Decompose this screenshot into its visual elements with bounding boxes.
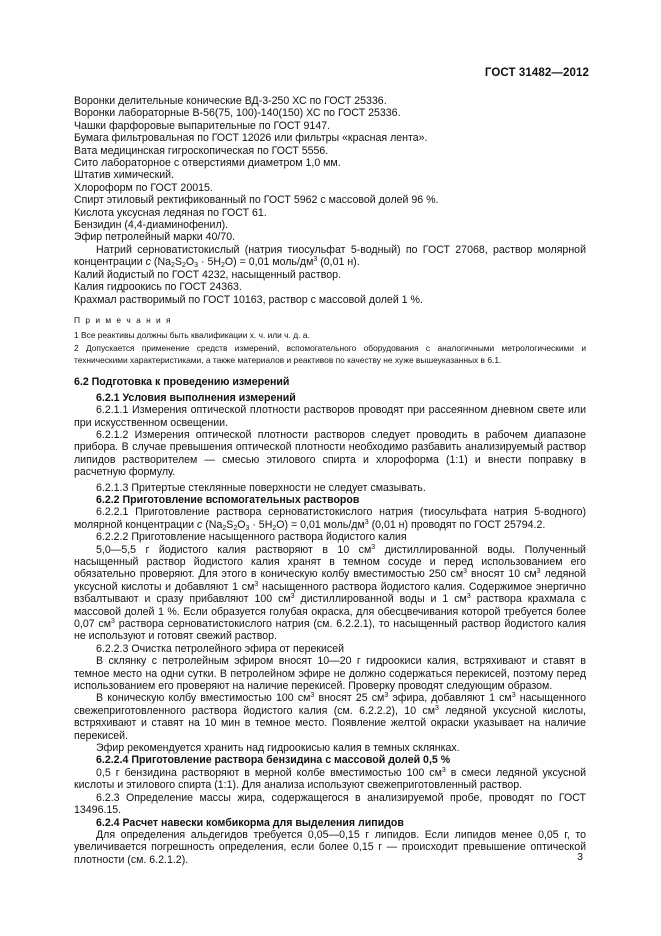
paragraph: 5,0—5,5 г йодистого калия растворяют в 10 $см^3$ дистиллированной воды. Полученный насыщенный раствор йодистого калия хранят в темном сосуде и перед использованием его обязательно проверяют. Для этого в коническую колбу вместимостью 250 $см^3$ вносят 10 $см^3$ ледяной уксусной кислоты и добавляют 1 $см^3$ насыщенного раствора йодистого калия. Содержимое энергично взбалтывают и сразу прибавляют 100 $см^3$ дистиллированной воды и 1 $см^3$ раствора крахмала с массовой долей 1 %. Если образуется голубая окраска, для обесцвечивания которой требуется более 0,07 $см^3$ раствора серноватистокислого натрия (см. 6.2.2.1), то насыщенный раствор йодистого калия не используют и готовят свежий раствор. <box>74 543 586 643</box>
thiosulfate-item: Натрий серноватистокислый (натрия тиосульфат 5-водный) по ГОСТ 27068, раствор молярной концентрации c $(Na_2S_2O_3 \cdot 5H_2O) = 0,01$ моль/$дм^3$ (0,01 н). <box>74 243 586 270</box>
document-header: ГОСТ 31482—2012 <box>484 67 589 79</box>
equipment-item: Спирт этиловый ректификованный по ГОСТ 5962 с массовой долей 96 %. <box>74 194 439 207</box>
equipment-item: Эфир петролейный марки 40/70. <box>74 231 236 244</box>
equipment-item: Калия гидроокись по ГОСТ 24363. <box>74 281 242 294</box>
paragraph: Для определения альдегидов требуется 0,05—0,15 г липидов. Если липидов менее 0,05 г, то увеличивается погрешность определения, если более 0,15 г — происходит превышение оптической плотности (см. 6.2.1.2). <box>74 828 586 866</box>
equipment-item: Крахмал растворимый по ГОСТ 10163, раствор с массовой долей 1 %. <box>74 293 423 306</box>
paragraph: 6.2.1.3 Притертые стеклянные поверхности не следует смазывать. <box>96 481 426 494</box>
paragraph: 6.2.1.1 Измерения оптической плотности растворов проводят при рассеянном дневном свете или при искусственном освещении. <box>74 404 586 429</box>
equipment-item: Воронки лабораторные В-56(75, 100)-140(150) ХС по ГОСТ 25336. <box>74 107 401 120</box>
paragraph: В склянку с петролейным эфиром вносят 10—20 г гидроокиси калия, встряхивают и ставят в темное место на одни сутки. В петролейном эфире не должно содержаться перекисей, поэтому перед использованием его проверяют на наличие перекисей. Проверку проводят следующим образом. <box>74 655 586 693</box>
note-item: 1 Все реактивы должны быть квалификации х. ч. или ч. д. а. <box>74 329 310 340</box>
equipment-item: Кислота уксусная ледяная по ГОСТ 61. <box>74 206 267 219</box>
equipment-item: Калий йодистый по ГОСТ 4232, насыщенный раствор. <box>74 268 341 281</box>
page-number: 3 <box>577 851 583 863</box>
equipment-item: Хлороформ по ГОСТ 20015. <box>74 181 213 194</box>
section-heading-6-2-1: 6.2.1 Условия выполнения измерений <box>96 391 296 404</box>
equipment-item: Чашки фарфоровые выпарительные по ГОСТ 9147. <box>74 119 331 132</box>
paragraph: 6.2.1.2 Измерения оптической плотности растворов следует проводить в рабочем диапазоне прибора. В случае превышения оптической плотности необходимо разбавить анализируемый раствор липидов растворителем — смесью этилового спирта и хлороформа (1:1) и внести поправку в расчетную формулу. <box>74 428 586 479</box>
notes-block <box>74 315 586 366</box>
equipment-item: Бензидин (4,4-диаминофенил). <box>74 219 229 232</box>
equipment-item: Воронки делительные конические ВД-3-250 ХС по ГОСТ 25336. <box>74 95 387 107</box>
equipment-item: Сито лабораторное с отверстиями диаметром 1,0 мм. <box>74 157 341 170</box>
subsection-title: 6.2.2.3 Очистка петролейного эфира от перекисей <box>96 642 345 655</box>
equipment-item: Вата медицинская гигроскопическая по ГОСТ 5556. <box>74 144 329 157</box>
paragraph: Эфир рекомендуется хранить над гидроокисью калия в темных склянках. <box>96 742 460 755</box>
note-item: 2 Допускается применение средств измерений, вспомогательного оборудования с аналогичными метрологическими и техническими характеристиками, а также материалов и реактивов по качеству не хуже вышеуказанных в 6.1. <box>74 343 586 365</box>
paragraph: В коническую колбу вместимостью 100 $см^3$ вносят 25 $см^3$ эфира, добавляют 1 $см^3$ насыщенного свежеприготовленного раствора йодистого калия (см. 6.2.2.2), 10 $см^3$ ледяной уксусной кислоты, встряхивают и ставят на 10 мин в темное место. Появление желтой окраски указывает на наличие перекисей. <box>74 692 587 742</box>
section-heading-6-2-4: 6.2.4 Расчет навески комбикорма для выделения липидов <box>96 816 404 829</box>
subsection-title: 6.2.2.2 Приготовление насыщенного раствора йодистого калия <box>96 531 407 544</box>
paragraph: 6.2.2.1 Приготовление раствора серноватистокислого натрия (тиосульфата натрия 5-водного) молярной концентрации c $(Na_2S_2O_3 \cdot 5H_2O) = 0,01$ моль/$дм^3$ (0,01 н) проводят по ГОСТ 25794.2. <box>74 506 586 532</box>
section-heading-6-2-2: 6.2.2 Приготовление вспомогательных растворов <box>96 493 360 506</box>
paragraph: 6.2.3 Определение массы жира, содержащегося в анализируемой пробе, проводят по ГОСТ 13496.15. <box>74 791 586 817</box>
paragraph: 0,5 г бензидина растворяют в мерной колбе вместимостью 100 $см^3$ в смеси ледяной уксусной кислоты и этилового спирта (1:1). Для анализа используют свежеприготовленный раствор. <box>74 766 586 792</box>
section-heading-6-2: 6.2 Подготовка к проведению измерений <box>74 376 290 389</box>
notes-title: П р и м е ч а н и я <box>74 314 173 325</box>
page-content <box>74 95 586 866</box>
equipment-item: Бумага фильтровальная по ГОСТ 12026 или фильтры «красная лента». <box>74 132 428 145</box>
equipment-item: Штатив химический. <box>74 169 174 182</box>
subsection-heading-6-2-2-4: 6.2.2.4 Приготовление раствора бензидина с массовой долей 0,5 % <box>96 754 451 767</box>
